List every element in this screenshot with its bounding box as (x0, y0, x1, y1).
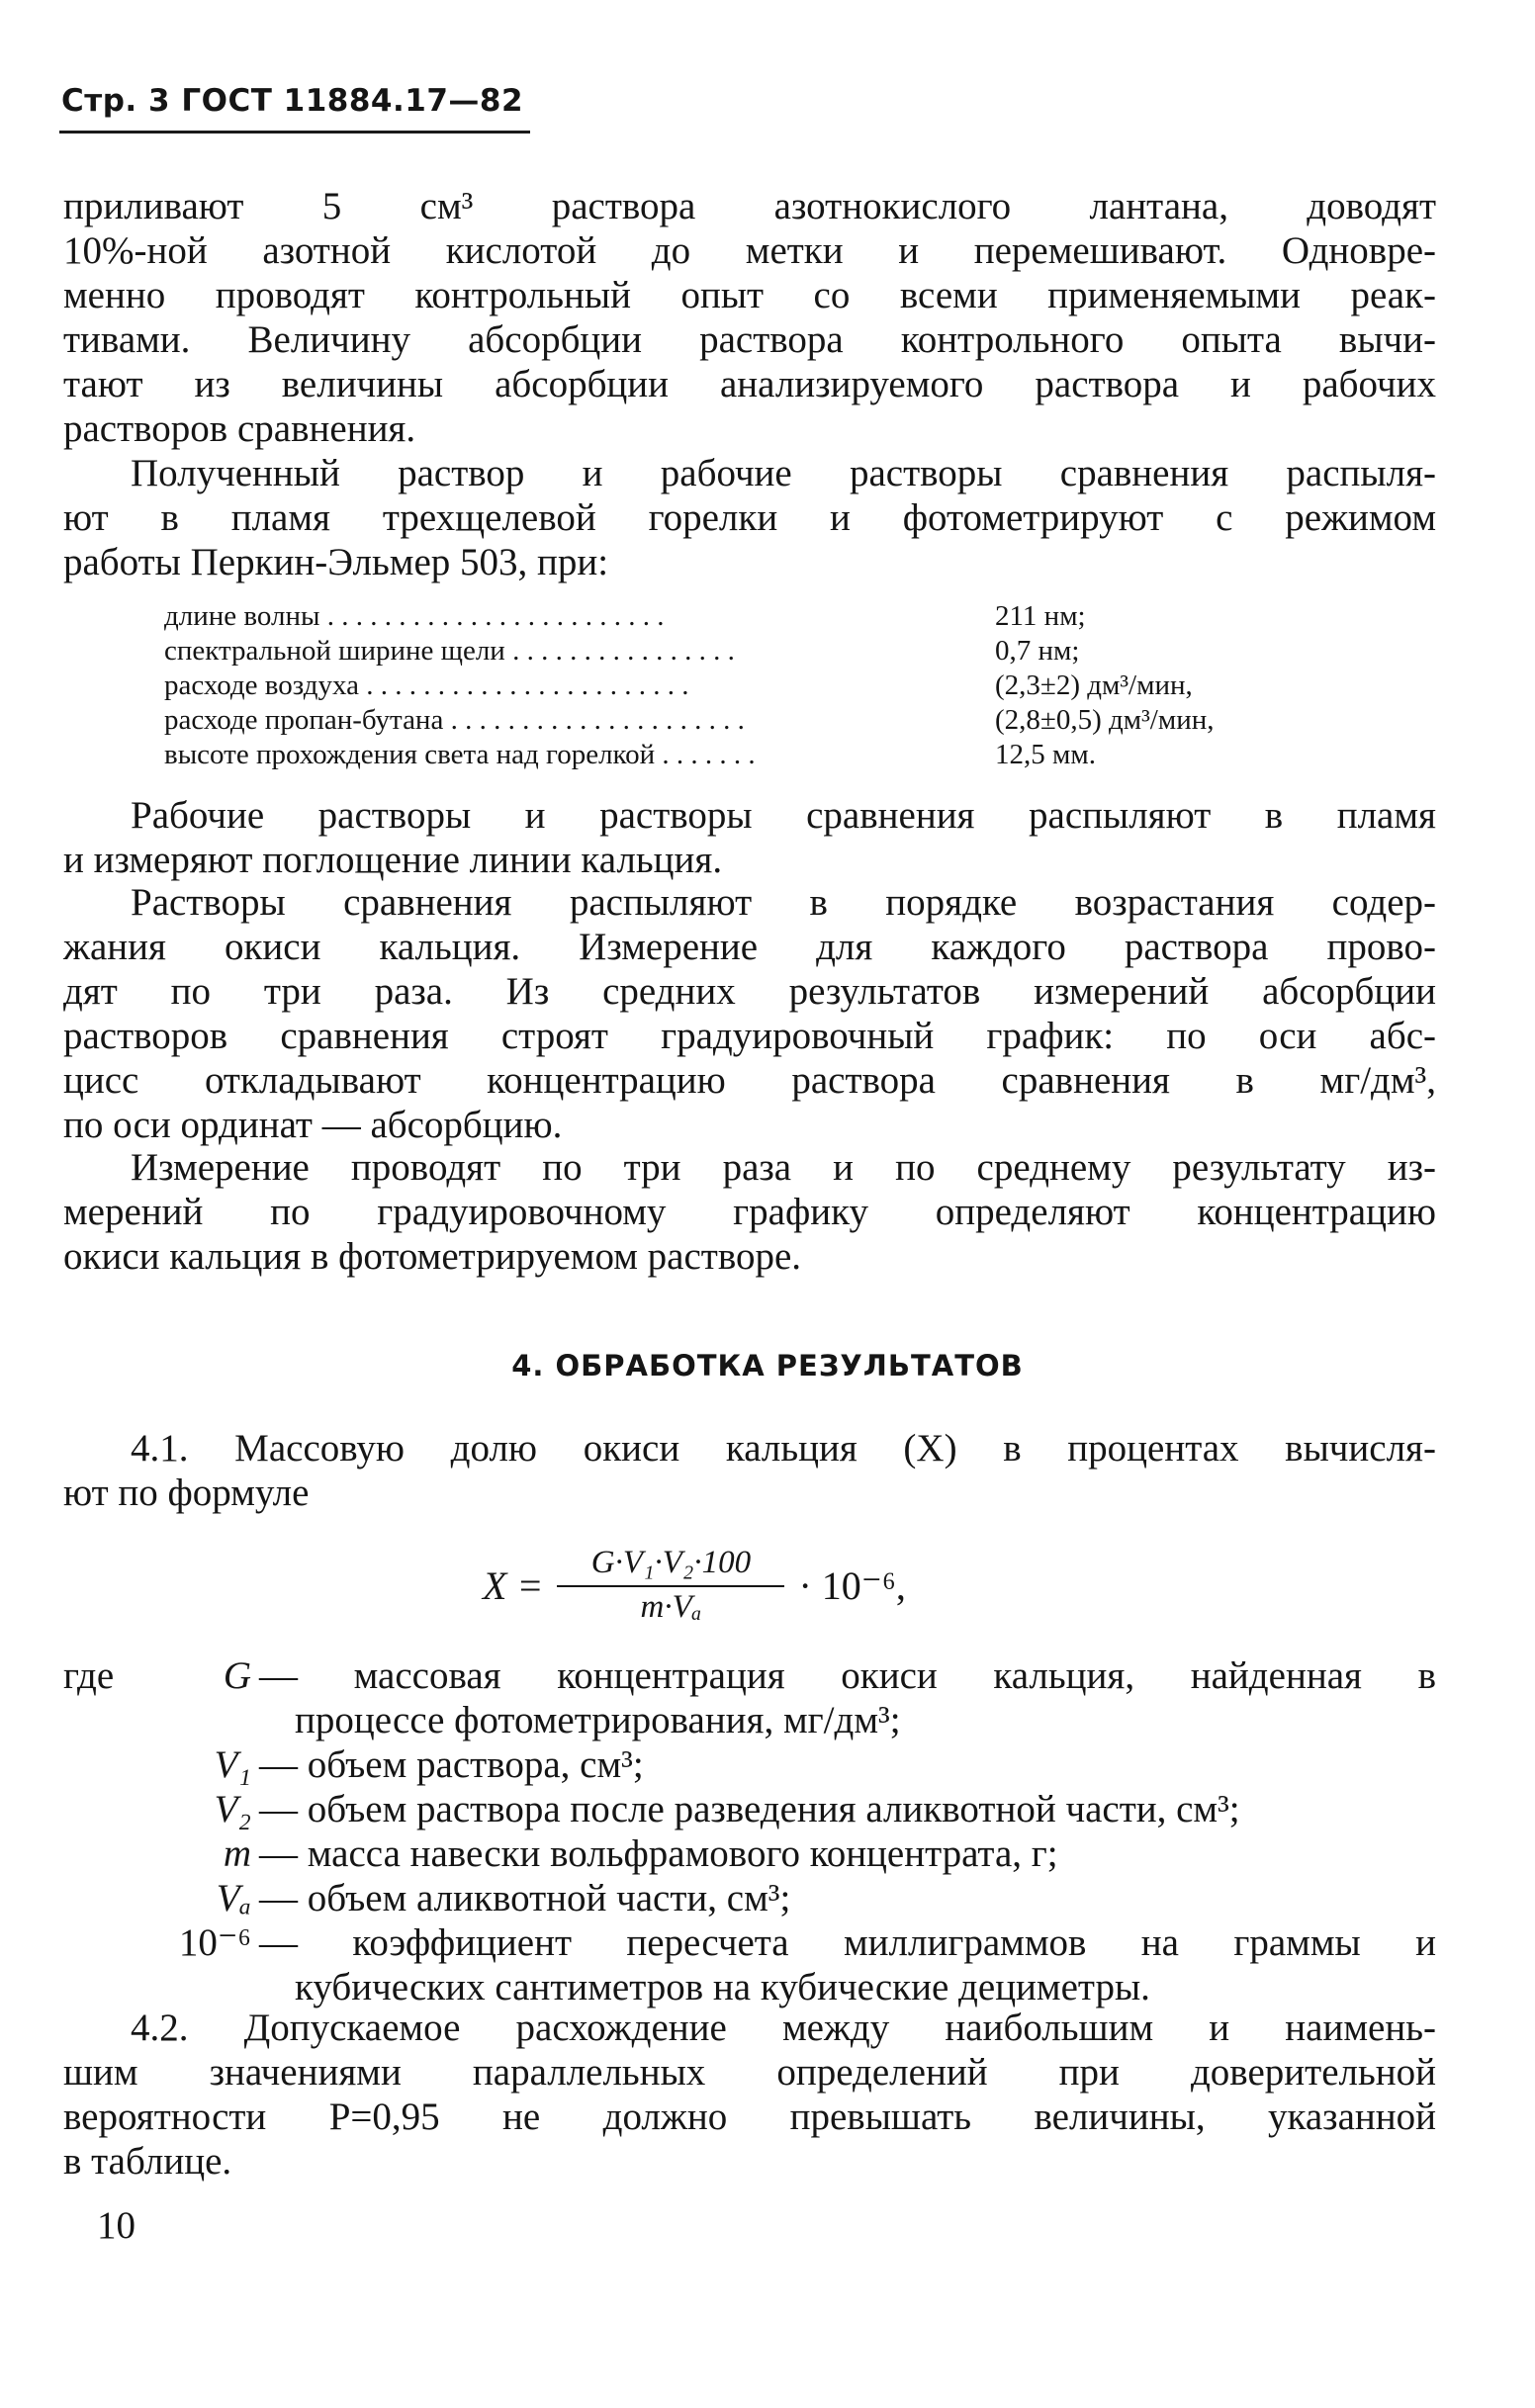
parameter-value: 12,5 мм. (995, 739, 1096, 770)
text-line: Растворы сравнения распыляют в порядке возрастания содер- (131, 881, 1436, 924)
text-line: Полученный раствор и рабочие растворы сравнения распыля- (131, 452, 1436, 494)
text-line: менно проводят контрольный опыт со всеми применяемыми реак- (63, 274, 1436, 316)
definition-text: — коэффициент пересчета миллиграммов на граммы и (259, 1921, 1436, 1964)
definition-text: — объем раствора, см³; (259, 1743, 644, 1786)
parameter-name: длине волны . . . . . . . . . . . . . . . . . . . . . . . . (164, 600, 665, 632)
definition-text: кубических сантиметров на кубические дециметры. (295, 1966, 1150, 2008)
definition-symbol: V₂ (214, 1788, 251, 1830)
formula-denominator: m·Vₐ (640, 1589, 702, 1625)
paragraph-5 (63, 1145, 1436, 1279)
text-line: цисс откладывают концентрацию раствора сравнения в мг/дм³, (63, 1059, 1436, 1102)
header-rule (59, 131, 530, 134)
text-line: 4.1. Массовую долю окиси кальция (X) в процентах вычисля- (131, 1427, 1436, 1470)
text-line: дят по три раза. Из средних результатов измерений абсорбции (63, 970, 1436, 1013)
text-line: в таблице. (63, 2140, 232, 2183)
paragraph-4-1 (63, 1426, 1436, 1515)
definition-symbol: m (223, 1832, 251, 1875)
definition-symbol: G (223, 1654, 251, 1697)
page-number: 10 (97, 2204, 135, 2247)
text-line: жания окиси кальция. Измерение для каждого раствора прово- (63, 926, 1436, 968)
parameter-name: расходе воздуха . . . . . . . . . . . . . . . . . . . . . . . (164, 669, 689, 701)
paragraph-1 (63, 184, 1436, 451)
paragraph-4-2 (63, 2006, 1436, 2184)
text-line: окиси кальция в фотометрируемом растворе. (63, 1235, 802, 1278)
paragraph-4 (63, 880, 1436, 1147)
text-line: 4.2. Допускаемое расхождение между наибольшим и наимень- (131, 2007, 1436, 2049)
definition-symbol: V₁ (214, 1743, 251, 1786)
text-line: 10%-ной азотной кислотой до метки и перемешивают. Одновре- (63, 229, 1436, 272)
text-line: тивами. Величину абсорбции раствора контрольного опыта вычи- (63, 318, 1436, 361)
text-line: и измеряют поглощение линии кальция. (63, 839, 723, 881)
parameter-row (164, 634, 1351, 669)
parameter-value: 0,7 нм; (995, 635, 1080, 667)
definition-row (63, 1653, 1436, 1698)
variable-definitions (63, 1653, 1436, 2009)
parameter-name: спектральной ширине щели . . . . . . . . . . . . . . . . (164, 635, 735, 667)
definition-row (63, 1920, 1436, 1965)
definition-text: — масса навески вольфрамового концентрата, г; (259, 1832, 1058, 1875)
parameter-row (164, 599, 1351, 634)
parameter-name: высоте прохождения света над горелкой . . . . . . . (164, 739, 756, 770)
definition-symbol: Vₐ (216, 1877, 251, 1919)
text-line: приливают 5 см³ раствора азотнокислого лантана, доводят (63, 185, 1436, 227)
text-line: Рабочие растворы и растворы сравнения распыляют в пламя (131, 794, 1436, 837)
parameter-row (164, 669, 1351, 703)
formula-lhs: X = (483, 1562, 544, 1608)
definition-row (63, 1787, 1436, 1831)
text-line: ют по формуле (63, 1472, 310, 1514)
definition-text: — объем аликвотной части, см³; (259, 1877, 791, 1919)
parameter-row (164, 703, 1351, 738)
instrument-parameters (164, 599, 1351, 772)
definition-symbol: 10⁻⁶ (178, 1921, 251, 1964)
text-line: шим значениями параллельных определений при доверительной (63, 2051, 1436, 2094)
parameter-value: (2,8±0,5) дм³/мин, (995, 704, 1215, 736)
text-line: работы Перкин-Эльмер 503, при: (63, 541, 609, 583)
definition-row (63, 1742, 1436, 1787)
text-line: Измерение проводят по три раза и по среднему результату из- (131, 1146, 1436, 1189)
paragraph-2 (63, 451, 1436, 584)
text-line: тают из величины абсорбции анализируемого раствора и рабочих (63, 363, 1436, 405)
formula-factor: · 10⁻⁶, (798, 1562, 906, 1608)
definition-text: процессе фотометрирования, мг/дм³; (295, 1699, 901, 1741)
parameter-row (164, 738, 1351, 772)
definition-row (63, 1876, 1436, 1920)
formula (483, 1531, 906, 1640)
parameter-name: расходе пропан-бутана . . . . . . . . . . . . . . . . . . . . . (164, 704, 745, 736)
text-line: растворов сравнения. (63, 407, 416, 450)
definition-text: — объем раствора после разведения аликвотной части, см³; (259, 1788, 1240, 1830)
parameter-value: (2,3±2) дм³/мин, (995, 669, 1193, 701)
definition-row (63, 1831, 1436, 1876)
text-line: мерений по градуировочному графику определяют концентрацию (63, 1191, 1436, 1233)
text-line: по оси ординат — абсорбцию. (63, 1104, 563, 1146)
parameter-value: 211 нм; (995, 600, 1086, 632)
text-line: вероятности P=0,95 не должно превышать величины, указанной (63, 2096, 1436, 2138)
formula-fraction (557, 1545, 784, 1626)
text-line: растворов сравнения строят градуировочный график: по оси абс- (63, 1015, 1436, 1057)
page-header: Стр. 3 ГОСТ 11884.17—82 (61, 83, 524, 119)
text-line: ют в пламя трехщелевой горелки и фотометрируют с режимом (63, 496, 1436, 539)
formula-numerator: G·V₁·V₂·100 (590, 1545, 752, 1580)
definition-text: — массовая концентрация окиси кальция, найденная в (259, 1654, 1436, 1697)
where-label: где (63, 1654, 115, 1697)
paragraph-3 (63, 793, 1436, 882)
section-title: 4. ОБРАБОТКА РЕЗУЛЬТАТОВ (511, 1349, 1024, 1382)
